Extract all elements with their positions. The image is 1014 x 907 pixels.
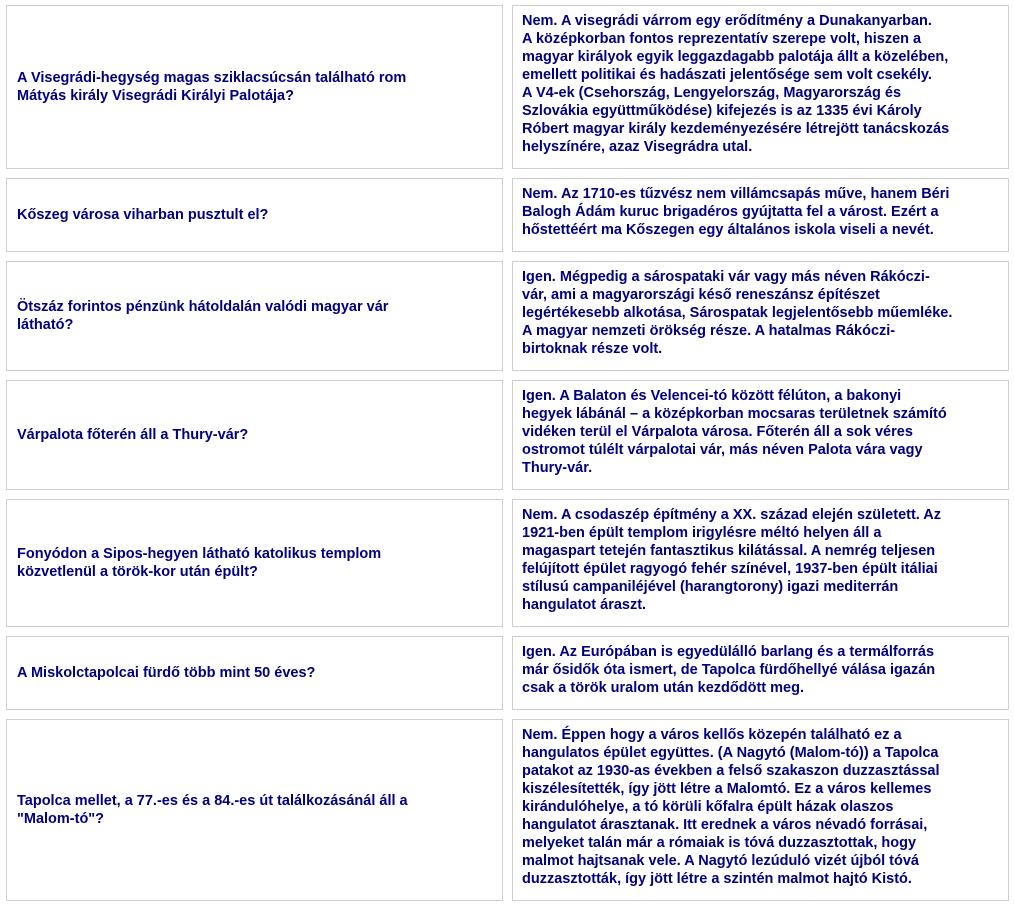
- answer-cell: [512, 499, 1009, 627]
- qa-row-2: [0, 178, 1014, 252]
- answer-cell: [512, 261, 1009, 371]
- question-cell: [6, 499, 503, 627]
- qa-row-5: [0, 499, 1014, 627]
- answer-text: Igen. A Balaton és Velencei-tó között félúton, a bakonyi hegyek lábánál – a középkorban mocsaras területnek számító vidéken terül el Várpalota városa. Főterén áll a sok véres ostromot túlélt várpalotai vár, más néven Palota vára vagy Thury-vár.: [522, 388, 947, 476]
- answer-cell: [512, 5, 1009, 169]
- qa-row-7: [0, 719, 1014, 901]
- question-cell: [6, 5, 503, 169]
- question-cell: [6, 719, 503, 901]
- answer-cell: [512, 636, 1009, 710]
- qa-row-3: [0, 261, 1014, 371]
- answer-text: Nem. Éppen hogy a város kellős közepén található ez a hangulatos épület együttes. (A Nagytó (Malom-tó)) a Tapolca patakot az 1930-as években a felső szakaszon duzzasztással kiszélesítették, így jött létre a Malomtó. Ez a város kellemes kirándulóhelye, a tó körüli kőfalra épült házak olaszos hangulatot árasztanak. Itt erednek a város névadó forrásai, melyeket talán már a rómaiak is tóvá duzzasztottak, hogy malmot hajtsanak vele. A Nagytó lezúduló vizét újból tóvá duzzasztották, így jött létre a szintén malmot hajtó Kistó.: [522, 727, 940, 887]
- question-cell: [6, 261, 503, 371]
- qa-row-4: [0, 380, 1014, 490]
- answer-cell: [512, 380, 1009, 490]
- question-text: Fonyódon a Sipos-hegyen látható katolikus templom közvetlenül a török-kor után épült?: [17, 546, 382, 580]
- question-text: Várpalota főterén áll a Thury-vár?: [17, 427, 249, 443]
- question-text: Tapolca mellet, a 77.-es és a 84.-es út találkozásánál áll a "Malom-tó"?: [17, 793, 408, 827]
- question-text: A Visegrádi-hegység magas sziklacsúcsán található rom Mátyás király Visegrádi Királyi Palotája?: [17, 70, 407, 104]
- question-text: Kőszeg városa viharban pusztult el?: [17, 207, 269, 223]
- answer-cell: [512, 178, 1009, 252]
- question-text: A Miskolctapolcai fürdő több mint 50 éves?: [17, 665, 316, 681]
- answer-cell: [512, 719, 1009, 901]
- answer-text: Nem. A csodaszép építmény a XX. század elején született. Az 1921-ben épült templom irigylésre méltó helyen áll a magaspart tetején fantasztikus kilátással. A nemrég teljesen felújított épület ragyogó fehér színével, 1937-ben épült itáliai stílusú campaniléjével (harangtorony) igazi mediterrán hangulatot áraszt.: [522, 507, 942, 613]
- question-cell: [6, 636, 503, 710]
- answer-text: Nem. Az 1710-es tűzvész nem villámcsapás műve, hanem Béri Balogh Ádám kuruc brigadéros gyújtatta fel a várost. Ezért a hőstettéért ma Kőszegen egy általános iskola viseli a nevét.: [522, 186, 950, 238]
- qa-row-6: [0, 636, 1014, 710]
- answer-text: Igen. Az Európában is egyedülálló barlang és a termálforrás már ősidők óta ismert, de Tapolca fürdőhellyé válása igazán csak a török uralom után kezdődött meg.: [522, 644, 936, 696]
- qa-row-1: [0, 5, 1014, 169]
- answer-text: Igen. Mégpedig a sárospataki vár vagy más néven Rákóczi- vár, ami a magyarországi késő reneszánsz építészet legértékesebb alkotása, Sárospatak legjelentősebb műemléke. A magyar nemzeti örökség része. A hatalmas Rákóczi- birtoknak része volt.: [522, 269, 953, 357]
- question-cell: [6, 178, 503, 252]
- question-text: Ötszáz forintos pénzünk hátoldalán valódi magyar vár látható?: [17, 299, 389, 333]
- question-cell: [6, 380, 503, 490]
- answer-text: Nem. A visegrádi várrom egy erődítmény a Dunakanyarban. A középkorban fontos reprezentatív szerepe volt, hiszen a magyar királyok egyik leggazdagabb palotája állt a közelében, emellett politikai és hadászati jelentősége sem volt csekély. A V4-ek (Csehország, Lengyelország, Magyarország és Szlovákia együttműködése) kifejezés is az 1335 évi Károly Róbert magyar király kezdeményezésére létrejött tanácskozás helyszínére, azaz Visegrádra utal.: [522, 13, 950, 155]
